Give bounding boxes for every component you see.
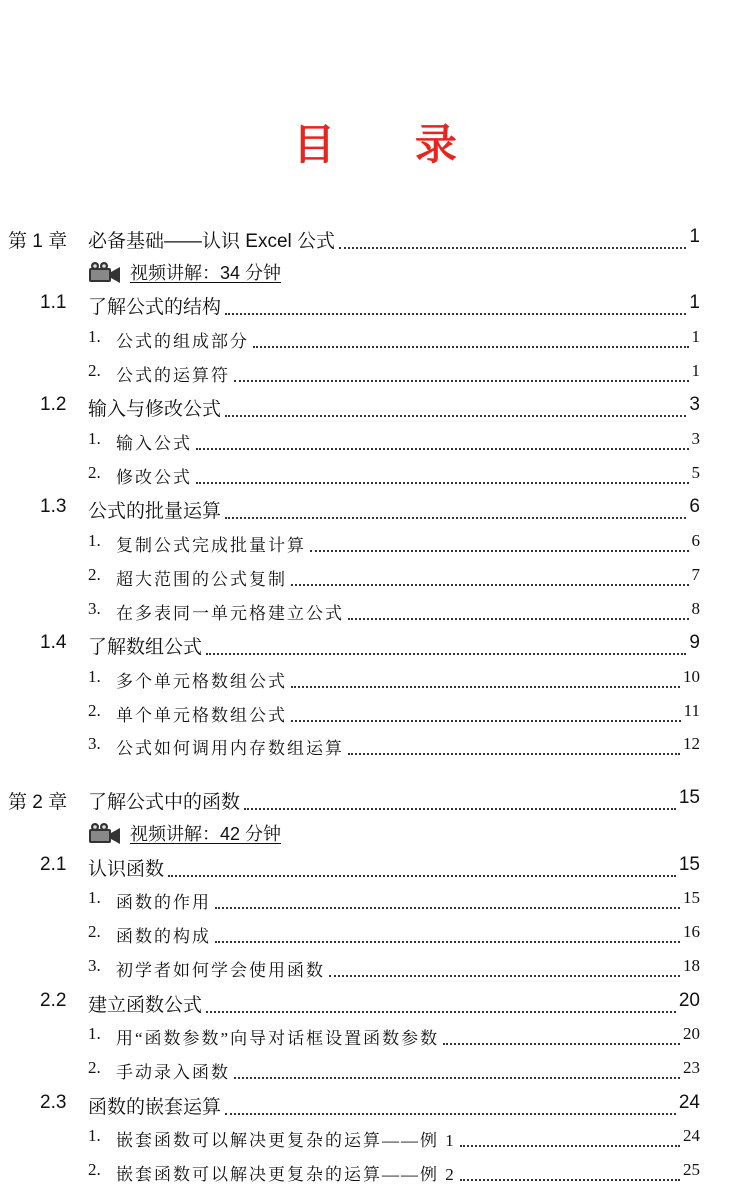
toc-section-number: 2.3 [40, 1092, 67, 1113]
toc-item [0, 888, 750, 918]
toc-page-number: 6 [689, 496, 700, 517]
toc-item-title: 初学者如何学会使用函数 [116, 961, 325, 980]
toc-section [0, 632, 750, 662]
toc-section-number: 2.2 [40, 990, 67, 1011]
toc-section-number: 1.1 [40, 292, 67, 313]
dot-leader [348, 618, 689, 620]
dot-leader [339, 247, 686, 249]
toc-item-title: 公式的组成部分 [116, 332, 249, 351]
toc-page-number: 5 [691, 463, 700, 482]
toc-item-title: 输入公式 [116, 434, 192, 453]
toc-item [0, 531, 750, 561]
toc-section [0, 292, 750, 322]
video-camera-icon [88, 261, 122, 285]
toc-item-number: 3. [88, 599, 101, 618]
toc-item [0, 429, 750, 459]
toc-page-number: 15 [683, 888, 700, 907]
toc-item-number: 1. [88, 531, 101, 550]
dot-leader [253, 346, 689, 348]
dot-leader [348, 753, 680, 755]
toc-page-number: 8 [691, 599, 700, 618]
toc-item-number: 1. [88, 429, 101, 448]
toc-item-title: 单个单元格数组公式 [116, 706, 287, 725]
toc-page-number: 3 [689, 394, 700, 415]
toc-item-number: 2. [88, 922, 101, 941]
toc-section-title: 建立函数公式 [88, 995, 203, 1016]
toc-item [0, 922, 750, 952]
dot-leader [291, 686, 680, 688]
toc-chapter-number: 第 2 章 [8, 792, 68, 813]
dot-leader [234, 380, 689, 382]
toc-item-title: 嵌套函数可以解决更复杂的运算——例 2 [116, 1165, 456, 1184]
toc-item-number: 1. [88, 888, 101, 907]
toc-page-number: 25 [683, 1160, 700, 1179]
toc-item-title: 用“函数参数”向导对话框设置函数参数 [116, 1029, 440, 1048]
dot-leader [234, 1077, 680, 1079]
toc-item-number: 3. [88, 956, 101, 975]
toc-page-number: 24 [678, 1092, 700, 1113]
toc-item-number: 2. [88, 1160, 101, 1179]
toc-item-title: 修改公式 [116, 468, 192, 487]
toc-section [0, 1092, 750, 1122]
dot-leader [460, 1179, 680, 1181]
toc-page-number: 16 [683, 922, 700, 941]
toc-item [0, 361, 750, 391]
toc-item-title: 嵌套函数可以解决更复杂的运算——例 1 [116, 1131, 456, 1150]
toc-page-number: 20 [683, 1024, 700, 1043]
toc-item-number: 1. [88, 1024, 101, 1043]
toc-item-title: 公式如何调用内存数组运算 [116, 739, 344, 758]
toc-item-title: 多个单元格数组公式 [116, 672, 287, 691]
toc-page-number: 24 [683, 1126, 700, 1145]
dot-leader [443, 1043, 680, 1045]
dot-leader [215, 941, 680, 943]
toc-item-number: 1. [88, 667, 101, 686]
toc-page-number: 1 [689, 292, 700, 313]
toc-item-number: 2. [88, 565, 101, 584]
dot-leader [168, 875, 676, 877]
dot-leader [291, 584, 689, 586]
toc-item [0, 1126, 750, 1156]
toc-page-number: 1 [691, 327, 700, 346]
toc-page-number: 11 [683, 701, 700, 720]
toc-item-number: 2. [88, 463, 101, 482]
video-duration-line [0, 820, 750, 850]
toc-item [0, 956, 750, 986]
toc-item [0, 599, 750, 629]
toc-page-number: 6 [691, 531, 700, 550]
dot-leader [225, 517, 686, 519]
toc-item [0, 1058, 750, 1088]
toc-chapter-title: 了解公式中的函数 [88, 792, 241, 813]
page-title: 目 录 [293, 121, 491, 168]
video-duration-label: 视频讲解：34 分钟 [130, 263, 282, 283]
toc-page-number: 9 [689, 632, 700, 653]
dot-leader [225, 415, 686, 417]
toc-section-title: 公式的批量运算 [88, 501, 222, 522]
dot-leader [206, 1011, 676, 1013]
toc-page-number: 3 [691, 429, 700, 448]
video-duration-line [0, 259, 750, 289]
toc-page-number: 23 [683, 1058, 700, 1077]
toc-section-number: 1.3 [40, 496, 67, 517]
toc-item [0, 327, 750, 357]
dot-leader [225, 313, 686, 315]
toc-section [0, 394, 750, 424]
dot-leader [310, 550, 689, 552]
toc-page-number: 1 [689, 226, 700, 247]
video-duration-label: 视频讲解：42 分钟 [130, 824, 282, 844]
toc-section-title: 输入与修改公式 [88, 399, 222, 420]
toc-item [0, 667, 750, 697]
dot-leader [206, 653, 686, 655]
dot-leader [460, 1145, 680, 1147]
toc-item [0, 565, 750, 595]
toc-section-title: 认识函数 [88, 859, 165, 880]
toc-section [0, 854, 750, 884]
toc-item-number: 1. [88, 327, 101, 346]
toc-item-title: 手动录入函数 [116, 1063, 230, 1082]
toc-item [0, 1160, 750, 1190]
toc-page-number: 20 [678, 990, 700, 1011]
toc-section-title: 了解数组公式 [88, 637, 203, 658]
toc-item [0, 734, 750, 764]
toc-chapter [0, 787, 750, 817]
toc-page-number: 18 [683, 956, 700, 975]
toc-item-number: 2. [88, 1058, 101, 1077]
toc-item-number: 3. [88, 734, 101, 753]
toc-item-title: 复制公式完成批量计算 [116, 536, 306, 555]
toc-section-number: 2.1 [40, 854, 67, 875]
toc-item [0, 1024, 750, 1054]
toc-item [0, 463, 750, 493]
dot-leader [215, 907, 680, 909]
toc-section-number: 1.4 [40, 632, 67, 653]
toc-page-number: 10 [683, 667, 700, 686]
toc-item [0, 701, 750, 731]
toc-chapter-title: 必备基础——认识 Excel 公式 [88, 231, 336, 252]
toc-page-number: 12 [683, 734, 700, 753]
toc-item-title: 超大范围的公式复制 [116, 570, 287, 589]
toc-page-number: 15 [678, 854, 700, 875]
toc-section-title: 函数的嵌套运算 [88, 1097, 222, 1118]
dot-leader [196, 482, 689, 484]
dot-leader [244, 808, 676, 810]
toc-section [0, 990, 750, 1020]
toc-item-title: 在多表同一单元格建立公式 [116, 604, 344, 623]
toc-item-number: 2. [88, 361, 101, 380]
toc-section-title: 了解公式的结构 [88, 297, 222, 318]
toc-page-number: 15 [678, 787, 700, 808]
toc-section [0, 496, 750, 526]
dot-leader [196, 448, 689, 450]
toc-item-title: 函数的作用 [116, 893, 211, 912]
dot-leader [225, 1113, 676, 1115]
toc-chapter-number: 第 1 章 [8, 231, 68, 252]
dot-leader [291, 720, 681, 722]
toc-section-number: 1.2 [40, 394, 67, 415]
toc-item-number: 1. [88, 1126, 101, 1145]
toc-chapter [0, 226, 750, 256]
video-camera-icon [88, 822, 122, 846]
toc-page-number: 7 [691, 565, 700, 584]
dot-leader [329, 975, 680, 977]
toc-page-number: 1 [691, 361, 700, 380]
toc-item-number: 2. [88, 701, 101, 720]
toc-item-title: 公式的运算符 [116, 366, 230, 385]
toc-item-title: 函数的构成 [116, 927, 211, 946]
